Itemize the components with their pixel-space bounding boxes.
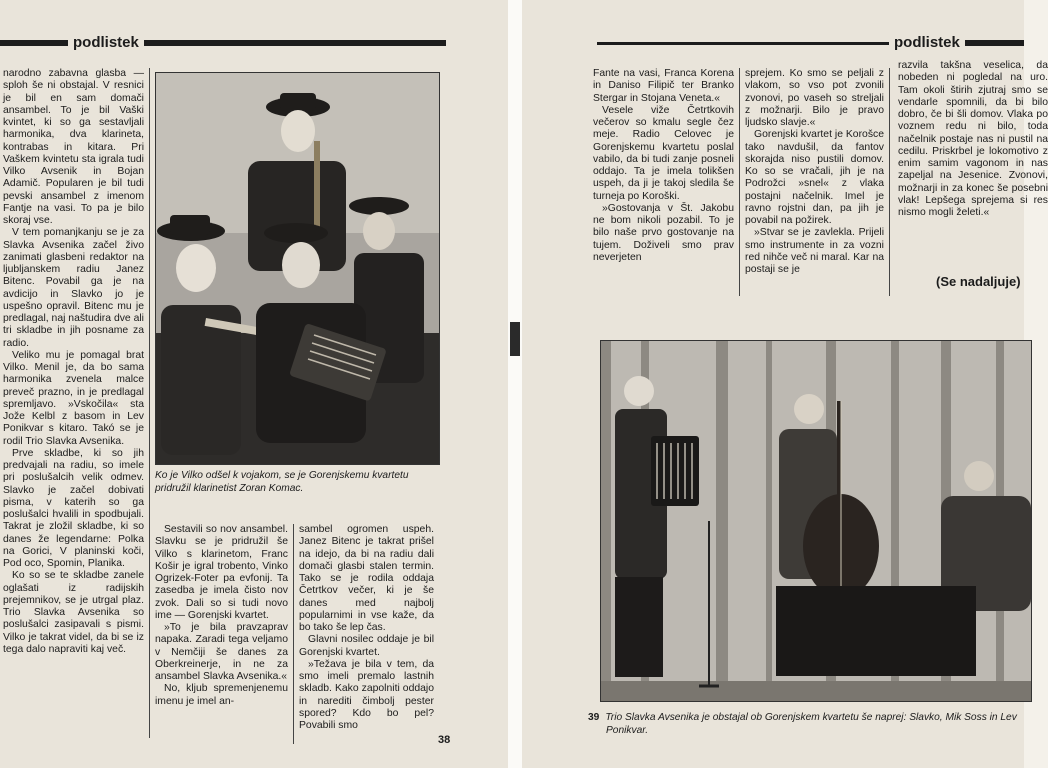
paragraph: Veliko mu je pomagal brat Vilko. Menil je, da bo sama harmonika zvenela malce preveč prazno, in je predlagal spremljavo. »Vskočila« sta Jože Kelbl z basom in Lev Ponikvar s kitaro. Takó se je rodil Trio Slavka Avsenika.: [3, 349, 144, 447]
paragraph: Sestavili so nov ansambel. Slavku se je pridružil še Vilko s klarinetom, Franc Košir je igral trobento, Vinko Ogrizek-Foter pa evfonij. Ta zasedba je imela čisto nov zvok. Dali so si tudi novo ime — Gorenjski kvartet.: [155, 524, 288, 621]
article-column-1: [3, 68, 144, 743]
paragraph: Gorenjski kvartet je Korošce tako navdušil, da fantov skorajda niso pustili domov. Ko so se vračali, jih je na Podrožci »snel« z vlaka postajni načelnik. Imel je ravno rojstni dan, pa jih je povabil na požirek.: [745, 129, 884, 226]
header-bar: [965, 40, 1024, 46]
paragraph: V tem pomanjkanju se je za Slavka Avsenika začel živo zanimati glasbeni redaktor na ljubljanskem radiu Janez Bitenc. Povabil ga je na avdicijo in Slavko jo je uspešno opravil. Bitenc mu je predlagal, naj naštudira dve ali tri skladbe in jih posname za radio.: [3, 227, 144, 349]
paragraph: »Stvar se je zavlekla. Prijeli smo instrumente in za vozni red nihče več ni maral. Kar na postaji se je: [745, 227, 884, 275]
band-photo-kvartet: [155, 72, 440, 465]
column-rule: [739, 68, 740, 296]
paragraph: narodno zabavna glasba — sploh še ni obstajal. V resnici je bil en sam domači ansambel. To je bil Vaški kvintet, ki so ga sestavljali harmonika, dva klarineta, kontrabas in kitara. Pri Vaškem kvintetu sta igrala tudi Vilko Avsenik in Bojan Adamič. Popularen je bil tudi pevski ansambel z imenom Fantje na vasi. To pa je bilo skoraj vse.: [3, 68, 144, 226]
page-number: 38: [438, 734, 451, 746]
to-be-continued: (Se nadaljuje): [936, 274, 1021, 289]
band-photo-trio: [600, 340, 1032, 702]
article-column-2: [155, 524, 288, 744]
article-column-3: [299, 524, 434, 744]
photo-caption: [588, 712, 1031, 737]
article-column-3: [898, 60, 1048, 272]
paragraph: Prve skladbe, ki so jih predvajali na radiu, so imele pri poslušalcih velik odmev. Slavko je začel dobivati pisma, v katerih so ga poslušalci hvalili in spodbujali. Takrat je zložil skladbe, ki so danes že legendarne: Polka na Gorici, V planinski koči, Pod oco, Spomin, Planika.: [3, 447, 144, 569]
article-column-2: [745, 68, 884, 300]
column-rule: [293, 524, 294, 744]
header-bar: [144, 40, 446, 46]
page-number: 39: [588, 712, 600, 723]
section-title: podlistek: [894, 34, 960, 51]
article-column-1: [593, 68, 734, 300]
paragraph: sprejem. Ko smo se peljali z vlakom, so vso pot zvonili zvonovi, po vaseh so streljali z možnarji. Bilo je pravo ljudsko slavje.«: [745, 68, 884, 128]
photo-caption-text: Trio Slavka Avsenika je obstajal ob Gorenjskem kvartetu še naprej: Slavko, Mik Soss in Lev Ponikvar.: [605, 712, 1017, 736]
paragraph: razvila takšna veselica, da nobeden ni pogledal na uro. Tam okoli štirih zjutraj smo se vendarle spomnili, da bi bilo dobro, če bi šli domov. Vlaka po voznem redu ni bilo, toda načelnik postaje nas ni pustil na cedilu. Priskrbel je lokomotivo z enim samim vagonom in nas zapeljal na Jesenice. Zvonovi, možnarji in za konec še posebni vlak! Lepšega sprejema si res nismo mogli želeti.«: [898, 60, 1048, 218]
section-header: [597, 35, 1024, 51]
paragraph: »Gostovanja v Št. Jakobu ne bom nikoli pozabil. To je bilo naše prvo gostovanje na tujem. Doživeli smo prav neverjeten: [593, 202, 734, 263]
paragraph: sambel ogromen uspeh. Janez Bitenc je takrat prišel na idejo, da bi na radiu dali domači glasbi stalen termin. Tako se je rodila oddaja Četrtkov večer, ki je še danes med najbolj popularnimi in vse kaže, da bo tako še lep čas.: [299, 524, 434, 633]
paragraph: »Težava je bila v tem, da smo imeli premalo lastnih skladb. Kako zapolniti oddajo in narediti čimbolj pester spored? Kdo bo pel? Povabili smo: [299, 658, 434, 731]
right-page: [522, 0, 1048, 768]
paragraph: No, kljub spremenjenemu imenu je imel an-: [155, 683, 288, 707]
paragraph: Fante na vasi, Franca Korena in Daniso Filipič ter Branko Stergar in Stojana Veneta.«: [593, 68, 734, 104]
column-rule: [889, 68, 890, 296]
left-page: [0, 0, 508, 768]
paragraph: Ko so se te skladbe zanele oglašati iz radijskih prejemnikov, se je utrgal plaz. Trio Slavka Avsenika so poslušalci zasipavali s pismi. Vilko je takrat videl, da bi se iz tega dalo napraviti kaj več.: [3, 570, 144, 655]
column-rule: [149, 68, 150, 738]
paragraph: Glavni nosilec oddaje je bil Gorenjski kvartet.: [299, 634, 434, 658]
page-gutter: [508, 0, 522, 768]
header-bar: [0, 40, 68, 46]
section-header: [0, 35, 446, 51]
header-bar: [597, 42, 889, 45]
paragraph: »To je bila pravzaprav napaka. Zaradi tega veljamo v Nemčiji še danes za Oberkreinerje, in ne za ansambel Slavka Avsenika.«: [155, 622, 288, 682]
paragraph: Vesele viže Četrtkovih večerov so kmalu segle čez meje. Radio Celovec je Gorenjskemu kvartetu poslal vabilo, da bi tudi zanje posneli oddajo. Ta je imela tolikšen uspeh, da ji je takoj sledila še turneja po Koroški.: [593, 104, 734, 202]
photo-caption: Ko je Vilko odšel k vojakom, se je Gorenjskemu kvartetu pridružil klarinetist Zoran Komac.: [155, 470, 409, 494]
section-title: podlistek: [73, 34, 139, 51]
